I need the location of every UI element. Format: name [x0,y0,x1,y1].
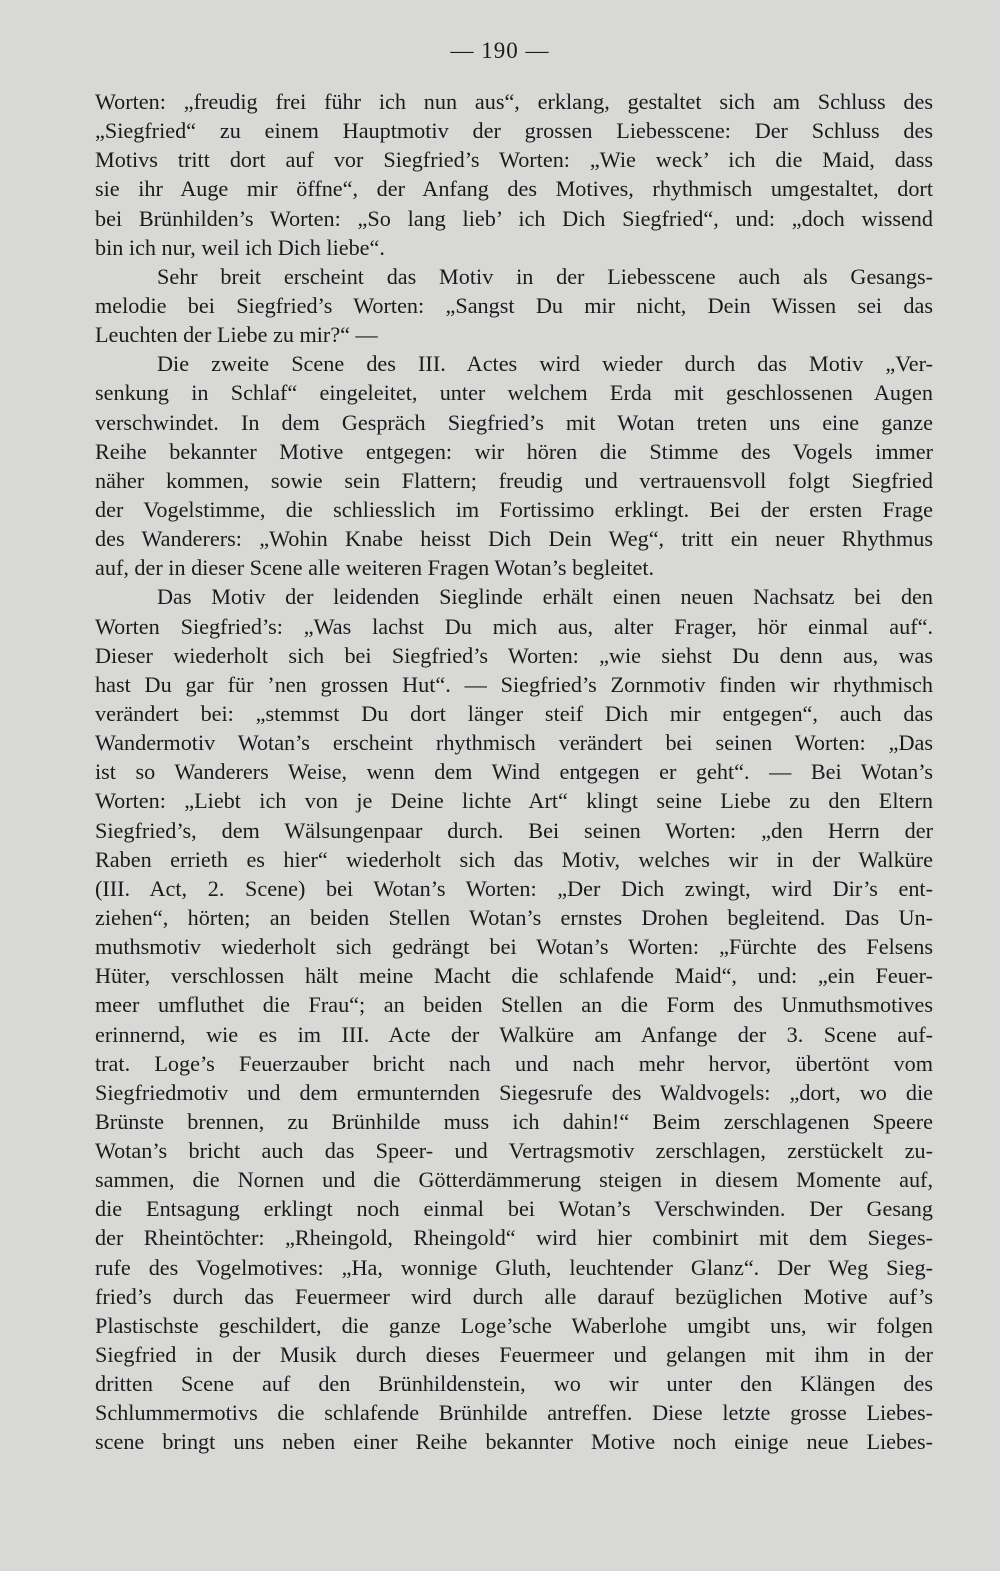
text-line: verändert bei: „stemmst Du dort länger steif Dich mir entgegen“, auch das [95,700,933,726]
text-line: Die zweite Scene des III. Actes wird wieder durch das Motiv „Ver- [157,351,933,377]
text-line: Plastischste geschildert, die ganze Loge’sche Waberlohe umgibt uns, wir folgen [95,1312,933,1338]
text-line: Das Motiv der leidenden Sieglinde erhält einen neuen Nachsatz bei den [157,584,933,610]
text-line: die Entsagung erklingt noch einmal bei Wotan’s Verschwinden. Der Gesang [95,1196,933,1222]
text-line: Wotan’s bricht auch das Speer- und Vertragsmotiv zerschlagen, zerstückelt zu- [95,1138,933,1164]
text-line: erinnernd, wie es im III. Acte der Walküre am Anfange der 3. Scene auf- [95,1021,933,1047]
text-line: auf, der in dieser Scene alle weiteren Fragen Wotan’s begleitet. [95,555,655,581]
text-line: hast Du gar für ’nen grossen Hut“. — Siegfried’s Zornmotiv finden wir rhythmisch [95,671,933,697]
text-line: Raben errieth es hier“ wiederholt sich das Motiv, welches wir in der Walküre [95,846,933,872]
text-line: Brünste brennen, zu Brünhilde muss ich dahin!“ Beim zerschlagenen Speere [95,1108,933,1134]
text-line: der Vogelstimme, die schliesslich im Fortissimo erklingt. Bei der ersten Frage [95,496,933,522]
text-line: muthsmotiv wiederholt sich gedrängt bei Wotan’s Worten: „Fürchte des Felsens [95,934,933,960]
text-line: Worten Siegfried’s: „Was lachst Du mich aus, alter Frager, hör einmal auf“. [95,613,933,639]
text-line: (III. Act, 2. Scene) bei Wotan’s Worten: „Der Dich zwingt, wird Dir’s ent- [95,875,933,901]
text-line: sie ihr Auge mir öffne“, der Anfang des Motives, rhythmisch umgestaltet, dort [95,176,933,202]
text-line: dritten Scene auf den Brünhildenstein, wo wir unter den Klängen des [95,1371,933,1397]
text-line: ist so Wanderers Weise, wenn dem Wind entgegen er geht“. — Bei Wotan’s [95,759,933,785]
text-line: Wandermotiv Wotan’s erscheint rhythmisch verändert bei seinen Worten: „Das [95,730,933,756]
text-line: trat. Loge’s Feuerzauber bricht nach und nach mehr hervor, übertönt vom [95,1050,933,1076]
text-line: sammen, die Nornen und die Götterdämmerung steigen in diesem Momente auf, [95,1167,933,1193]
text-line: Siegfriedmotiv und dem ermunternden Siegesrufe des Waldvogels: „dort, wo die [95,1079,933,1105]
text-line: Dieser wiederholt sich bei Siegfried’s Worten: „wie siehst Du denn aus, was [95,642,933,668]
text-line: der Rheintöchter: „Rheingold, Rheingold“ wird hier combinirt mit dem Sieges- [95,1225,933,1251]
text-line: Worten: „freudig frei führ ich nun aus“, erklang, gestaltet sich am Schluss des [95,89,933,114]
body-text [95,87,933,1457]
text-line: bei Brünhilden’s Worten: „So lang lieb’ ich Dich Siegfried“, und: „doch wissend [95,205,933,231]
text-line: Siegfried’s, dem Wälsungenpaar durch. Bei seinen Worten: „den Herrn der [95,817,933,843]
text-line: Motivs tritt dort auf vor Siegfried’s Worten: „Wie weck’ ich die Maid, dass [95,147,933,173]
text-line: Schlummermotivs die schlafende Brünhilde antreffen. Diese letzte grosse Liebes- [95,1400,933,1426]
text-line: näher kommen, sowie sein Flattern; freudig und vertrauensvoll folgt Siegfried [95,467,933,493]
text-line: verschwindet. In dem Gespräch Siegfried’s mit Wotan treten uns eine ganze [95,409,933,435]
text-line: rufe des Vogelmotives: „Ha, wonnige Gluth, leuchtender Glanz“. Der Weg Sieg- [95,1254,933,1280]
text-line: „Siegfried“ zu einem Hauptmotiv der grossen Liebesscene: Der Schluss des [95,118,933,144]
text-line: Worten: „Liebt ich von je Deine lichte Art“ klingt seine Liebe zu den Eltern [95,788,933,814]
text-line: Hüter, verschlossen hält meine Macht die schlafende Maid“, und: „ein Feuer- [95,963,933,989]
text-line: meer umfluthet die Frau“; an beiden Stellen an die Form des Unmuthsmotives [95,992,933,1018]
text-line: Reihe bekannter Motive entgegen: wir hören die Stimme des Vogels immer [95,438,933,464]
text-line: senkung in Schlaf“ eingeleitet, unter welchem Erda mit geschlossenen Augen [95,380,933,406]
text-line: scene bringt uns neben einer Reihe bekannter Motive noch einige neue Liebes- [95,1429,933,1455]
text-line: Sehr breit erscheint das Motiv in der Liebesscene auch als Gesangs- [157,263,933,289]
text-line: melodie bei Siegfried’s Worten: „Sangst Du mir nicht, Dein Wissen sei das [95,292,933,318]
text-line: des Wanderers: „Wohin Knabe heisst Dich Dein Weg“, tritt ein neuer Rhythmus [95,526,933,552]
text-line: bin ich nur, weil ich Dich liebe“. [95,234,385,260]
page-number: — 190 — [450,38,550,63]
text-line: Siegfried in der Musik durch dieses Feuermeer und gelangen mit ihm in der [95,1342,933,1368]
text-line: Leuchten der Liebe zu mir?“ — [95,322,378,348]
text-line: ziehen“, hörten; an beiden Stellen Wotan’s ernstes Drohen begleitend. Das Un- [95,904,933,930]
text-line: fried’s durch das Feuermeer wird durch alle darauf bezüglichen Motive auf’s [95,1283,933,1309]
